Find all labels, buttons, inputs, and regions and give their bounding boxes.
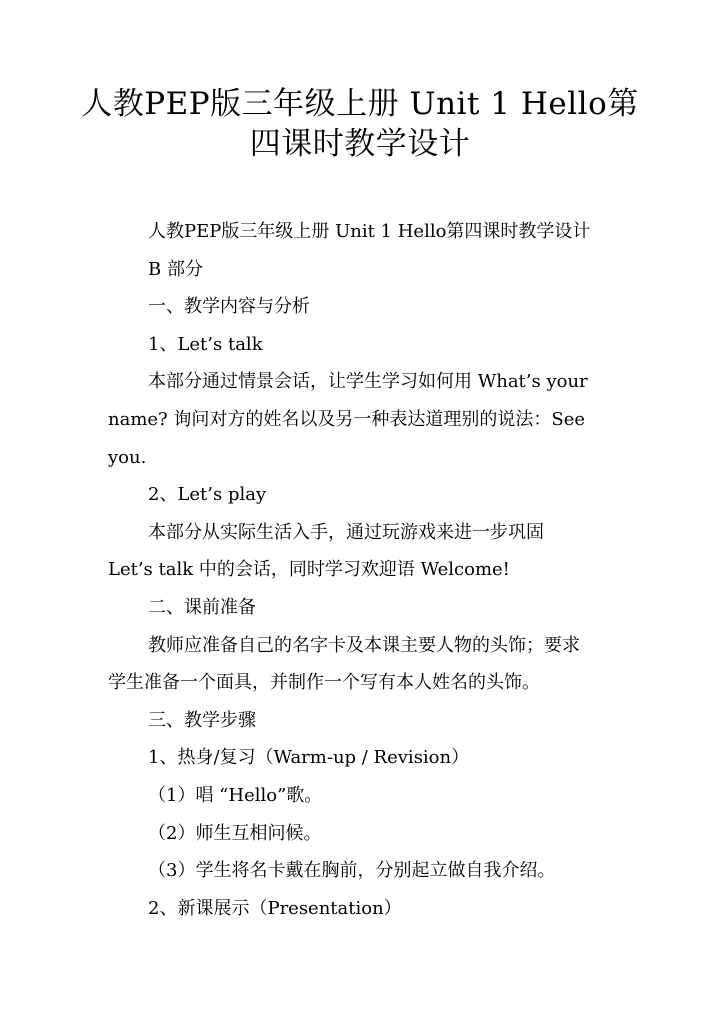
heading-warm-up: 1、热身/复习（Warm-up / Revision） <box>148 747 470 769</box>
paragraph-lets-play <box>108 514 613 589</box>
document-title <box>60 84 660 164</box>
heading-preparation: 二、课前准备 <box>148 596 256 618</box>
heading-presentation: 2、新课展示（Presentation） <box>148 897 402 919</box>
paragraph-line: 本部分通过情景会话，让学生学习如何用 What’s your <box>148 371 588 393</box>
document-body <box>108 213 613 927</box>
title-line-1: 人教PEP版三年级上册 Unit 1 Hello第 <box>81 86 639 122</box>
heading-lets-play: 2、Let’s play <box>148 484 267 506</box>
heading-content-analysis: 一、教学内容与分析 <box>148 296 310 318</box>
paragraph-line: you. <box>108 446 147 468</box>
paragraph-line: 学生准备一个面具，并制作一个写有本人姓名的头饰。 <box>108 672 540 694</box>
paragraph-preparation <box>108 627 613 702</box>
heading-teaching-steps: 三、教学步骤 <box>148 709 256 731</box>
paragraph-lets-talk <box>108 363 613 476</box>
heading-lets-talk: 1、Let’s talk <box>148 333 263 355</box>
paragraph-line: 教师应准备自己的名字卡及本课主要人物的头饰；要求 <box>148 634 580 656</box>
list-item-sing: （1）唱 “Hello”歌。 <box>148 784 323 806</box>
paragraph-subtitle: 人教PEP版三年级上册 Unit 1 Hello第四课时教学设计 <box>148 221 591 242</box>
list-item-introduce: （3）学生将名卡戴在胸前，分别起立做自我介绍。 <box>148 860 556 882</box>
title-line-2: 四课时教学设计 <box>249 126 471 162</box>
list-item-greet: （2）师生互相问候。 <box>148 822 322 844</box>
paragraph-line: 本部分从实际生活入手，通过玩游戏来进一步巩固 <box>148 521 544 543</box>
paragraph-line: name? 询问对方的姓名以及另一种表达道理别的说法：See <box>108 408 586 430</box>
paragraph-line: Let’s talk 中的会话，同时学习欢迎语 Welcome! <box>108 559 510 581</box>
paragraph-section-b: B 部分 <box>148 258 203 280</box>
